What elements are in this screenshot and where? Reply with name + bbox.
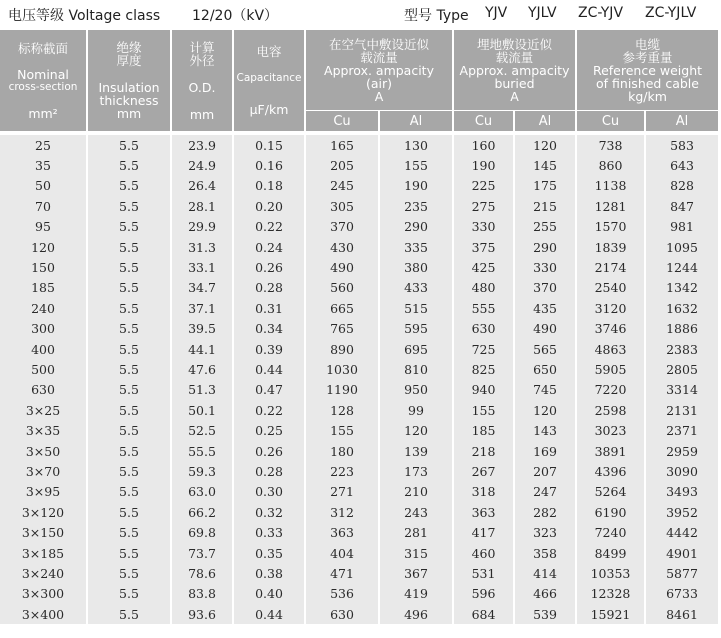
cell-od: 51.3: [172, 380, 234, 400]
cell-section: 35: [0, 155, 88, 175]
cell-weight-al: 583: [646, 135, 718, 155]
cell-section: 25: [0, 135, 88, 155]
cell-section: 3×50: [0, 441, 88, 461]
cell-insulation: 5.5: [88, 543, 172, 563]
cable-spec-table: [0, 30, 718, 624]
cell-air-cu: 271: [306, 482, 380, 502]
cell-air-cu: 560: [306, 278, 380, 298]
cell-weight-cu: 7240: [577, 522, 646, 542]
cell-buried-al: 330: [515, 257, 577, 277]
cell-section: 50: [0, 176, 88, 196]
cell-buried-al: 323: [515, 522, 577, 542]
cell-air-cu: 165: [306, 135, 380, 155]
cell-od: 24.9: [172, 155, 234, 175]
table-row: [0, 135, 718, 155]
cell-insulation: 5.5: [88, 420, 172, 440]
cell-insulation: 5.5: [88, 278, 172, 298]
col-header-buried-ampacity: 埋地敷设近似 载流量 Approx. ampacity buried A: [454, 30, 577, 110]
col-header-capacitance: 电容 Capacitance μF/km: [234, 30, 306, 131]
table-row: [0, 563, 718, 583]
sub-header-air-cu: Cu: [306, 110, 380, 131]
cell-air-cu: 223: [306, 461, 380, 481]
table-row: [0, 584, 718, 604]
cell-air-cu: 128: [306, 400, 380, 420]
cell-weight-cu: 6190: [577, 502, 646, 522]
cell-section: 3×35: [0, 420, 88, 440]
cell-capacitance: 0.28: [234, 461, 306, 481]
col-header-section: 标称截面 Nominal cross-section mm²: [0, 30, 88, 131]
cell-air-al: 810: [380, 359, 454, 379]
table-row: [0, 319, 718, 339]
cell-weight-al: 643: [646, 155, 718, 175]
cell-capacitance: 0.24: [234, 237, 306, 257]
cell-air-al: 99: [380, 400, 454, 420]
cell-weight-al: 3314: [646, 380, 718, 400]
cell-air-cu: 312: [306, 502, 380, 522]
cell-buried-al: 207: [515, 461, 577, 481]
cell-buried-cu: 480: [454, 278, 515, 298]
cell-insulation: 5.5: [88, 400, 172, 420]
cell-buried-cu: 417: [454, 522, 515, 542]
cell-air-al: 496: [380, 604, 454, 624]
cell-air-al: 120: [380, 420, 454, 440]
cell-buried-cu: 375: [454, 237, 515, 257]
cell-weight-al: 3952: [646, 502, 718, 522]
table-row: [0, 237, 718, 257]
cell-weight-cu: 5905: [577, 359, 646, 379]
cell-capacitance: 0.28: [234, 278, 306, 298]
cell-air-al: 173: [380, 461, 454, 481]
cell-buried-cu: 596: [454, 584, 515, 604]
cell-capacitance: 0.26: [234, 257, 306, 277]
cell-weight-al: 1632: [646, 298, 718, 318]
cell-buried-cu: 190: [454, 155, 515, 175]
header-line: [0, 0, 721, 30]
cell-weight-al: 1342: [646, 278, 718, 298]
sub-header-buried-cu: Cu: [454, 110, 515, 131]
cell-capacitance: 0.32: [234, 502, 306, 522]
cell-capacitance: 0.35: [234, 543, 306, 563]
cell-weight-cu: 3746: [577, 319, 646, 339]
cell-capacitance: 0.25: [234, 420, 306, 440]
cell-insulation: 5.5: [88, 237, 172, 257]
cell-weight-cu: 10353: [577, 563, 646, 583]
cell-buried-al: 565: [515, 339, 577, 359]
cell-buried-cu: 825: [454, 359, 515, 379]
cell-insulation: 5.5: [88, 380, 172, 400]
cell-weight-al: 8461: [646, 604, 718, 624]
col-header-od: 计算 外径 O.D. mm: [172, 30, 234, 131]
cell-od: 73.7: [172, 543, 234, 563]
cell-od: 44.1: [172, 339, 234, 359]
cell-section: 3×25: [0, 400, 88, 420]
table-row: [0, 298, 718, 318]
cell-section: 70: [0, 196, 88, 216]
cell-buried-cu: 330: [454, 217, 515, 237]
cell-weight-al: 2805: [646, 359, 718, 379]
type-yjlv: YJLV: [528, 5, 557, 21]
cell-air-cu: 471: [306, 563, 380, 583]
cell-od: 59.3: [172, 461, 234, 481]
cell-weight-al: 1886: [646, 319, 718, 339]
cell-buried-al: 414: [515, 563, 577, 583]
cell-weight-cu: 8499: [577, 543, 646, 563]
cell-capacitance: 0.44: [234, 359, 306, 379]
cell-capacitance: 0.22: [234, 217, 306, 237]
cell-section: 3×120: [0, 502, 88, 522]
cell-section: 500: [0, 359, 88, 379]
cell-air-al: 290: [380, 217, 454, 237]
cell-air-al: 210: [380, 482, 454, 502]
cell-weight-al: 4901: [646, 543, 718, 563]
cell-buried-al: 145: [515, 155, 577, 175]
cell-buried-cu: 531: [454, 563, 515, 583]
cell-buried-al: 247: [515, 482, 577, 502]
cell-air-cu: 1030: [306, 359, 380, 379]
cell-insulation: 5.5: [88, 482, 172, 502]
cell-insulation: 5.5: [88, 339, 172, 359]
cell-air-cu: 890: [306, 339, 380, 359]
cell-capacitance: 0.30: [234, 482, 306, 502]
cell-buried-cu: 225: [454, 176, 515, 196]
cell-buried-al: 282: [515, 502, 577, 522]
cell-capacitance: 0.20: [234, 196, 306, 216]
cell-weight-al: 6733: [646, 584, 718, 604]
cell-buried-al: 490: [515, 319, 577, 339]
cell-section: 185: [0, 278, 88, 298]
spec-table-wrapper: [0, 30, 718, 624]
cell-section: 3×185: [0, 543, 88, 563]
cell-od: 93.6: [172, 604, 234, 624]
cell-weight-cu: 12328: [577, 584, 646, 604]
cell-air-al: 335: [380, 237, 454, 257]
cell-capacitance: 0.26: [234, 441, 306, 461]
cell-air-al: 281: [380, 522, 454, 542]
cell-air-al: 515: [380, 298, 454, 318]
cell-capacitance: 0.33: [234, 522, 306, 542]
cell-air-cu: 665: [306, 298, 380, 318]
cell-air-al: 433: [380, 278, 454, 298]
table-body: [0, 135, 718, 624]
cell-buried-cu: 185: [454, 420, 515, 440]
cell-buried-cu: 155: [454, 400, 515, 420]
cell-buried-al: 120: [515, 135, 577, 155]
cell-insulation: 5.5: [88, 176, 172, 196]
cell-section: 3×150: [0, 522, 88, 542]
table-row: [0, 502, 718, 522]
cell-air-cu: 180: [306, 441, 380, 461]
cell-buried-cu: 555: [454, 298, 515, 318]
cell-buried-cu: 940: [454, 380, 515, 400]
cell-buried-cu: 425: [454, 257, 515, 277]
cell-weight-cu: 2598: [577, 400, 646, 420]
col-header-weight: 电缆 参考重量 Reference weight of finished cable kg/km: [577, 30, 718, 110]
cell-od: 26.4: [172, 176, 234, 196]
table-row: [0, 420, 718, 440]
cell-air-al: 190: [380, 176, 454, 196]
cell-od: 52.5: [172, 420, 234, 440]
cell-air-cu: 1190: [306, 380, 380, 400]
cell-section: 240: [0, 298, 88, 318]
cell-weight-cu: 4863: [577, 339, 646, 359]
table-row: [0, 339, 718, 359]
cell-buried-al: 215: [515, 196, 577, 216]
cell-air-al: 315: [380, 543, 454, 563]
sub-header-air-al: Al: [380, 110, 454, 131]
cell-weight-al: 847: [646, 196, 718, 216]
cell-od: 23.9: [172, 135, 234, 155]
cell-air-al: 695: [380, 339, 454, 359]
cell-od: 66.2: [172, 502, 234, 522]
cell-air-cu: 630: [306, 604, 380, 624]
cell-weight-al: 1244: [646, 257, 718, 277]
cell-od: 83.8: [172, 584, 234, 604]
cell-weight-cu: 860: [577, 155, 646, 175]
cell-od: 37.1: [172, 298, 234, 318]
cell-air-al: 130: [380, 135, 454, 155]
cell-weight-cu: 5264: [577, 482, 646, 502]
cell-buried-cu: 460: [454, 543, 515, 563]
cell-section: 150: [0, 257, 88, 277]
cell-section: 630: [0, 380, 88, 400]
cell-od: 39.5: [172, 319, 234, 339]
cell-air-al: 380: [380, 257, 454, 277]
cell-air-al: 367: [380, 563, 454, 583]
cell-buried-al: 169: [515, 441, 577, 461]
cell-air-al: 243: [380, 502, 454, 522]
cell-weight-cu: 738: [577, 135, 646, 155]
cell-air-al: 235: [380, 196, 454, 216]
type-zc-yjlv: ZC-YJLV: [645, 5, 697, 21]
cell-buried-al: 745: [515, 380, 577, 400]
cell-buried-al: 120: [515, 400, 577, 420]
cell-buried-cu: 267: [454, 461, 515, 481]
cell-weight-al: 5877: [646, 563, 718, 583]
cell-buried-cu: 160: [454, 135, 515, 155]
cell-od: 31.3: [172, 237, 234, 257]
table-row: [0, 196, 718, 216]
cell-section: 95: [0, 217, 88, 237]
cell-weight-al: 2959: [646, 441, 718, 461]
cell-section: 3×240: [0, 563, 88, 583]
cell-buried-al: 370: [515, 278, 577, 298]
cell-od: 63.0: [172, 482, 234, 502]
cell-insulation: 5.5: [88, 135, 172, 155]
type-yjv: YJV: [485, 5, 508, 21]
cell-buried-cu: 275: [454, 196, 515, 216]
cell-air-al: 155: [380, 155, 454, 175]
sub-header-weight-al: Al: [646, 110, 718, 131]
cell-section: 300: [0, 319, 88, 339]
cell-buried-cu: 363: [454, 502, 515, 522]
table-row: [0, 522, 718, 542]
cell-weight-cu: 7220: [577, 380, 646, 400]
cell-od: 28.1: [172, 196, 234, 216]
type-zc-yjv: ZC-YJV: [578, 5, 624, 21]
sub-header-buried-al: Al: [515, 110, 577, 131]
cell-air-cu: 490: [306, 257, 380, 277]
cell-section: 120: [0, 237, 88, 257]
cell-weight-cu: 15921: [577, 604, 646, 624]
cell-insulation: 5.5: [88, 196, 172, 216]
voltage-class-label: 电压等级 Voltage class: [8, 8, 161, 24]
cell-weight-al: 2131: [646, 400, 718, 420]
cell-buried-al: 466: [515, 584, 577, 604]
cell-weight-cu: 2540: [577, 278, 646, 298]
cell-section: 3×300: [0, 584, 88, 604]
cell-buried-al: 435: [515, 298, 577, 318]
cell-air-al: 139: [380, 441, 454, 461]
cell-weight-cu: 1281: [577, 196, 646, 216]
cell-air-cu: 430: [306, 237, 380, 257]
cell-buried-al: 539: [515, 604, 577, 624]
table-row: [0, 217, 718, 237]
cell-air-al: 595: [380, 319, 454, 339]
cell-insulation: 5.5: [88, 441, 172, 461]
table-row: [0, 257, 718, 277]
cell-air-al: 950: [380, 380, 454, 400]
cell-weight-al: 2383: [646, 339, 718, 359]
cell-section: 3×70: [0, 461, 88, 481]
cell-buried-al: 290: [515, 237, 577, 257]
cell-od: 55.5: [172, 441, 234, 461]
cell-air-cu: 370: [306, 217, 380, 237]
table-row: [0, 482, 718, 502]
cell-weight-cu: 1570: [577, 217, 646, 237]
cell-insulation: 5.5: [88, 584, 172, 604]
cell-insulation: 5.5: [88, 502, 172, 522]
cell-air-cu: 245: [306, 176, 380, 196]
table-row: [0, 441, 718, 461]
cell-capacitance: 0.22: [234, 400, 306, 420]
cell-air-cu: 363: [306, 522, 380, 542]
cell-weight-cu: 1839: [577, 237, 646, 257]
cell-capacitance: 0.47: [234, 380, 306, 400]
cell-insulation: 5.5: [88, 257, 172, 277]
table-row: [0, 278, 718, 298]
table-row: [0, 359, 718, 379]
table-row: [0, 155, 718, 175]
cell-weight-cu: 2174: [577, 257, 646, 277]
cell-buried-al: 143: [515, 420, 577, 440]
cell-weight-cu: 4396: [577, 461, 646, 481]
cell-air-cu: 305: [306, 196, 380, 216]
table-row: [0, 400, 718, 420]
cell-insulation: 5.5: [88, 461, 172, 481]
cell-insulation: 5.5: [88, 217, 172, 237]
table-row: [0, 461, 718, 481]
table-row: [0, 176, 718, 196]
cell-capacitance: 0.40: [234, 584, 306, 604]
cell-capacitance: 0.16: [234, 155, 306, 175]
cell-weight-al: 2371: [646, 420, 718, 440]
cell-buried-al: 358: [515, 543, 577, 563]
cell-od: 47.6: [172, 359, 234, 379]
cell-insulation: 5.5: [88, 319, 172, 339]
cell-buried-al: 650: [515, 359, 577, 379]
cell-weight-al: 3090: [646, 461, 718, 481]
cell-air-cu: 404: [306, 543, 380, 563]
cell-od: 78.6: [172, 563, 234, 583]
cell-buried-al: 175: [515, 176, 577, 196]
col-header-insulation: 绝缘 厚度 Insulation thickness mm: [88, 30, 172, 131]
cell-weight-cu: 3891: [577, 441, 646, 461]
cell-air-cu: 765: [306, 319, 380, 339]
col-header-air-ampacity: 在空气中敷设近似 载流量 Approx. ampacity (air) A: [306, 30, 454, 110]
voltage-class-value: 12/20（kV）: [192, 8, 279, 24]
cell-capacitance: 0.15: [234, 135, 306, 155]
table-row: [0, 380, 718, 400]
cell-buried-cu: 318: [454, 482, 515, 502]
cell-weight-al: 4442: [646, 522, 718, 542]
cell-weight-al: 3493: [646, 482, 718, 502]
cell-insulation: 5.5: [88, 155, 172, 175]
cell-section: 3×400: [0, 604, 88, 624]
cell-capacitance: 0.39: [234, 339, 306, 359]
cell-od: 34.7: [172, 278, 234, 298]
cell-weight-cu: 1138: [577, 176, 646, 196]
cell-weight-al: 1095: [646, 237, 718, 257]
sub-header-weight-cu: Cu: [577, 110, 646, 131]
table-row: [0, 543, 718, 563]
cell-capacitance: 0.18: [234, 176, 306, 196]
cell-od: 33.1: [172, 257, 234, 277]
cell-od: 29.9: [172, 217, 234, 237]
cell-od: 69.8: [172, 522, 234, 542]
cell-section: 400: [0, 339, 88, 359]
cell-buried-cu: 684: [454, 604, 515, 624]
cell-buried-al: 255: [515, 217, 577, 237]
cell-insulation: 5.5: [88, 563, 172, 583]
cell-capacitance: 0.38: [234, 563, 306, 583]
cell-buried-cu: 630: [454, 319, 515, 339]
cell-air-cu: 155: [306, 420, 380, 440]
cell-capacitance: 0.34: [234, 319, 306, 339]
cell-capacitance: 0.31: [234, 298, 306, 318]
cell-air-al: 419: [380, 584, 454, 604]
table-row: [0, 604, 718, 624]
cell-insulation: 5.5: [88, 298, 172, 318]
cell-weight-cu: 3023: [577, 420, 646, 440]
cell-buried-cu: 218: [454, 441, 515, 461]
cell-capacitance: 0.44: [234, 604, 306, 624]
cell-od: 50.1: [172, 400, 234, 420]
cell-air-cu: 536: [306, 584, 380, 604]
cell-weight-al: 828: [646, 176, 718, 196]
cell-insulation: 5.5: [88, 359, 172, 379]
cell-air-cu: 205: [306, 155, 380, 175]
type-label: 型号 Type: [404, 8, 469, 24]
cell-buried-cu: 725: [454, 339, 515, 359]
cell-insulation: 5.5: [88, 604, 172, 624]
cell-weight-al: 981: [646, 217, 718, 237]
cell-weight-cu: 3120: [577, 298, 646, 318]
cell-section: 3×95: [0, 482, 88, 502]
cell-insulation: 5.5: [88, 522, 172, 542]
